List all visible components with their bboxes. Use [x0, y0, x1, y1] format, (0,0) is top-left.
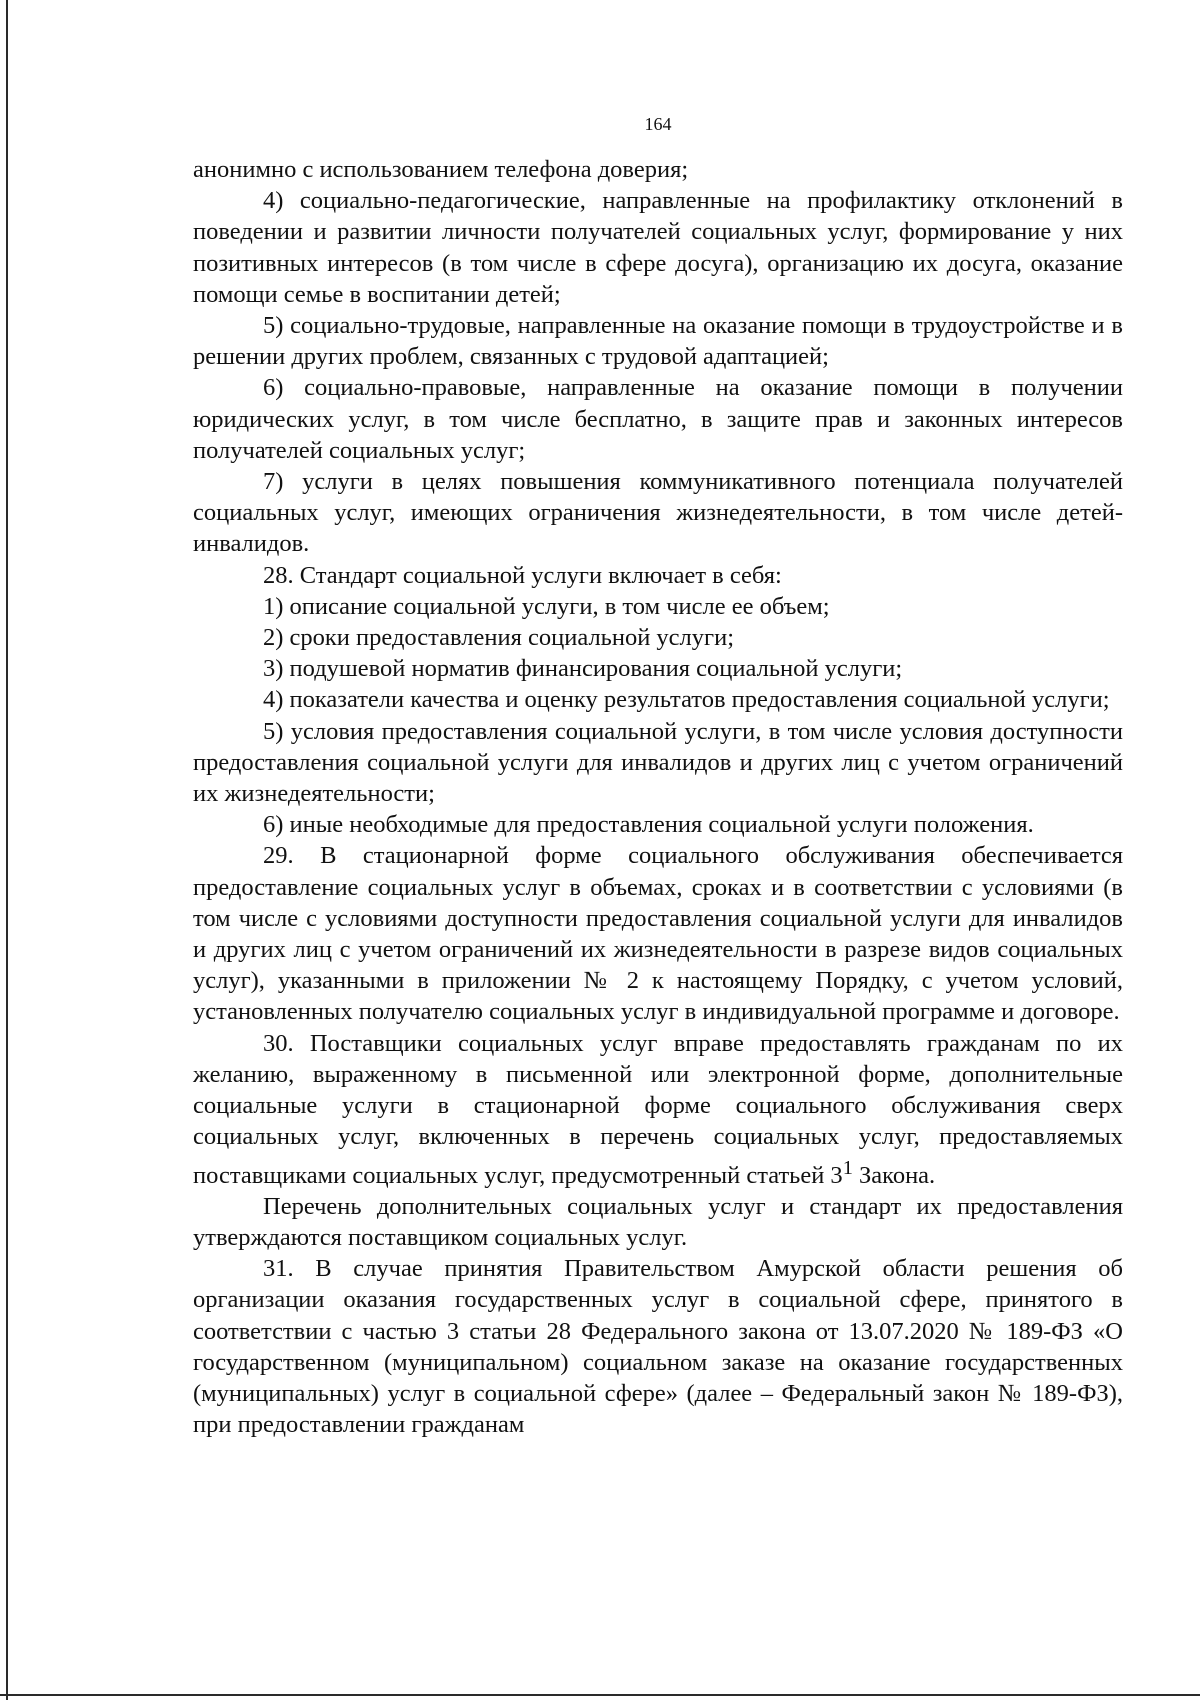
paragraph-item-7-communication: 7) услуги в целях повышения коммуникативного потенциала получателей социальных услуг, имеющих ограничения жизнедеятельности, в том числе детей-инвалидов.	[193, 468, 1123, 558]
paragraph-standard-item-6: 6) иные необходимые для предоставления социальной услуги положения.	[263, 811, 1034, 839]
scan-edge-bottom	[0, 1694, 1200, 1696]
paragraph-continuation: анонимно с использованием телефона доверия;	[193, 156, 689, 183]
paragraph-standard-item-5: 5) условия предоставления социальной услуги, в том числе условия доступности предоставления социальной услуги для инвалидов и других лиц с учетом ограничений их жизнедеятельности;	[193, 717, 1123, 808]
paragraph-additional-services-list: Перечень дополнительных социальных услуг и стандарт их предоставления утверждаются поставщиком социальных услуг.	[193, 1192, 1123, 1252]
paragraph-item-5-labor: 5) социально-трудовые, направленные на оказание помощи в трудоустройстве и в решении других проблем, связанных с трудовой адаптацией;	[193, 312, 1123, 371]
paragraph-30-tail: Закона.	[852, 1161, 936, 1189]
paragraph-30-providers	[193, 1028, 1123, 1191]
paragraph-31-government-decision: 31. В случае принятия Правительством Амурской области решения об организации оказания государственных услуг в социальной сфере, принятого в соответствии с частью 3 статьи 28 Федерального закона от 13.07.2020 № 189-ФЗ «О государственном (муниципальном) социальном заказе на оказание государственных (муниципальных) услуг в социальной сфере» (далее – Федеральный закон № 189-ФЗ), при предоставлении гражданам	[193, 1255, 1123, 1439]
paragraph-standard-item-1: 1) описание социальной услуги, в том числе ее объем;	[263, 592, 830, 620]
paragraph-28-standard: 28. Стандарт социальной услуги включает в себя:	[263, 561, 782, 589]
document-body	[193, 154, 1123, 1440]
paragraph-item-4-pedagogical: 4) социально-педагогические, направленные на профилактику отклонений в поведении и развитии личности получателей социальных услуг, формирование у них позитивных интересов (в том числе в сфере досуга), организацию их досуга, оказание помощи семье в воспитании детей;	[193, 187, 1123, 308]
page-number: 164	[644, 114, 672, 134]
superscript-article-index: 1	[842, 1156, 853, 1179]
paragraph-30-text: 30. Поставщики социальных услуг вправе предоставлять гражданам по их желанию, выраженному в письменной или электронной форме, дополнительные социальные услуги в стационарной форме социального обслуживания сверх социальных услуг, включенных в перечень социальных услуг, предоставляемых поставщиками социальных услуг, предусмотренный статьей 3	[193, 1029, 1123, 1189]
paragraph-29-stationary-form: 29. В стационарной форме социального обслуживания обеспечивается предоставление социальных услуг в объемах, сроках и в соответствии с условиями (в том числе с условиями доступности предоставления социальной услуги для инвалидов и других лиц с учетом ограничений их жизнедеятельности в разрезе видов социальных услуг), указанными в приложении № 2 к настоящему Порядку, с учетом условий, установленных получателю социальных услуг в индивидуальной программе и договоре.	[193, 842, 1123, 1026]
scan-edge-left	[6, 0, 8, 1700]
paragraph-standard-item-3: 3) подушевой норматив финансирования социальной услуги;	[263, 655, 903, 683]
paragraph-standard-item-2: 2) сроки предоставления социальной услуги;	[263, 624, 735, 652]
paragraph-standard-item-4: 4) показатели качества и оценку результатов предоставления социальной услуги;	[263, 686, 1110, 714]
paragraph-item-6-legal: 6) социально-правовые, направленные на оказание помощи в получении юридических услуг, в том числе бесплатно, в защите прав и законных интересов получателей социальных услуг;	[193, 374, 1123, 464]
